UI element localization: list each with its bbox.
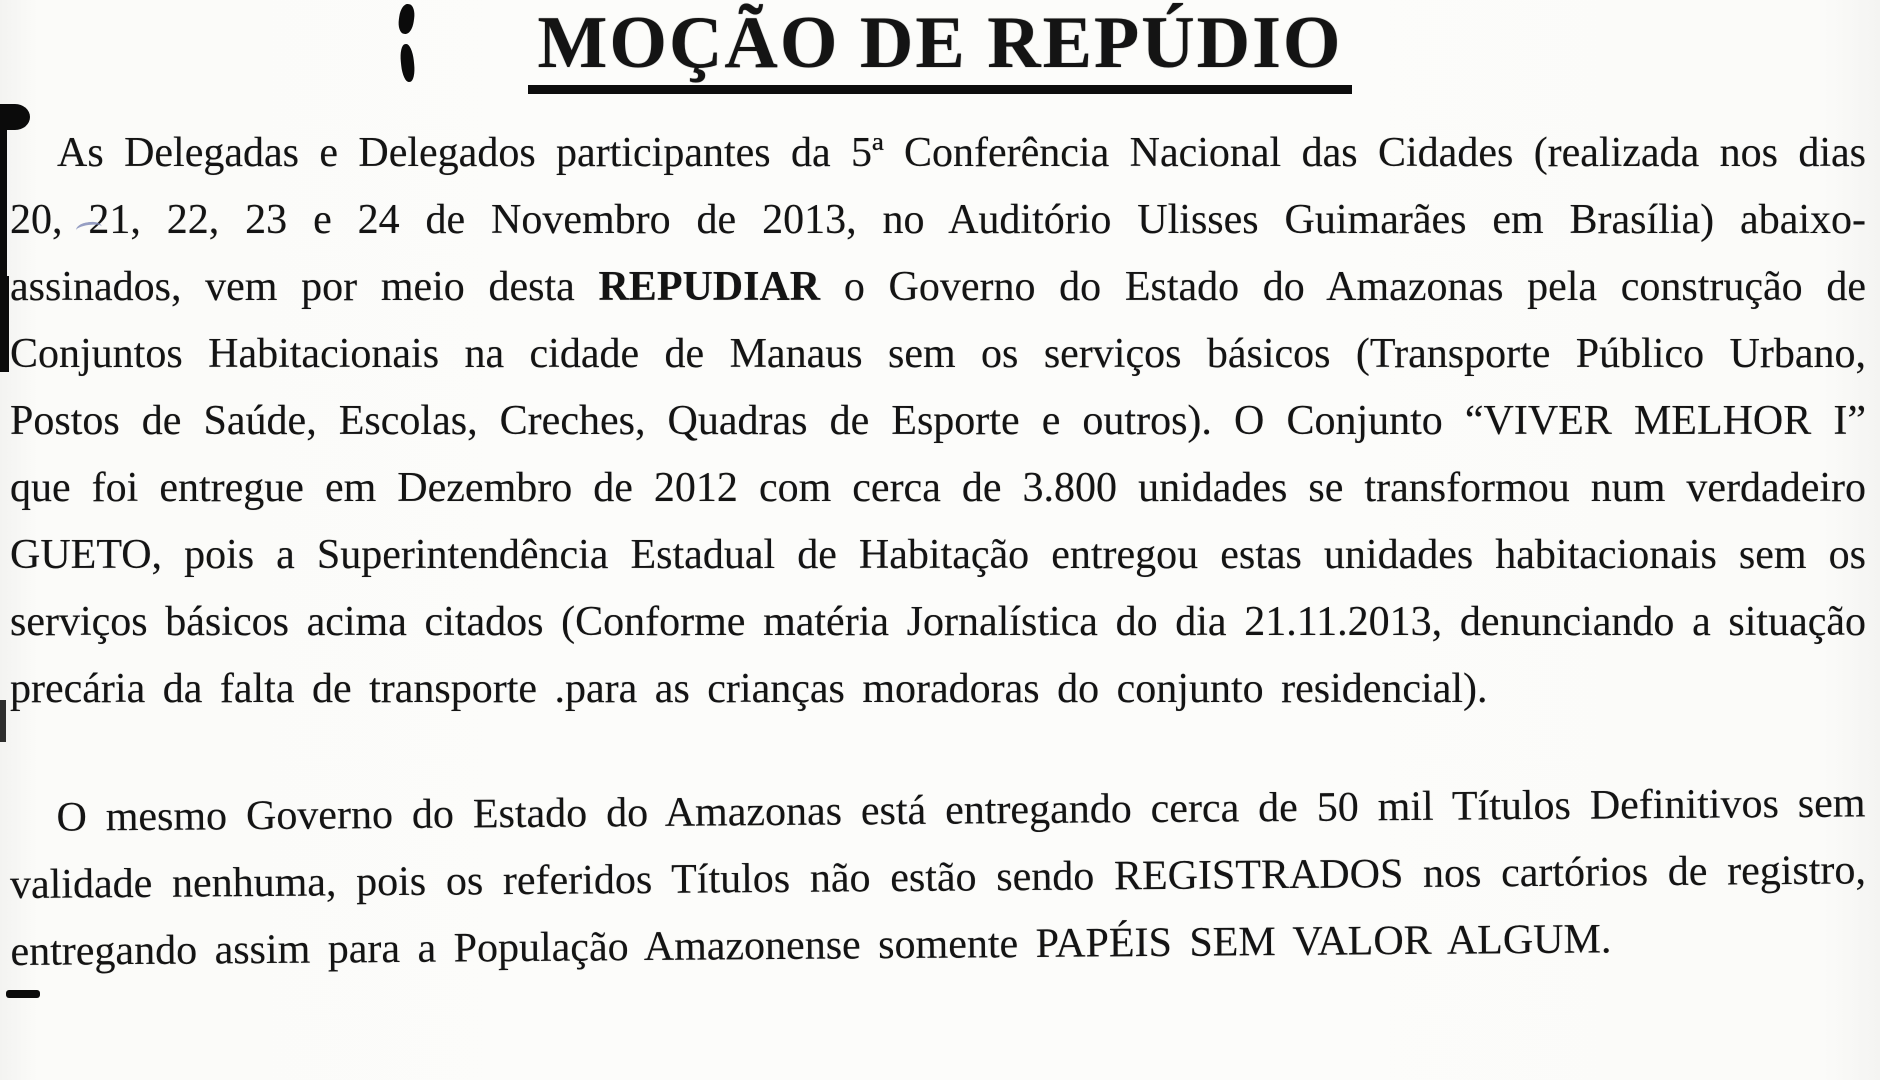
paragraph-text: O mesmo Governo do Estado do Amazonas está entregando cerca de 50 mil Títulos Definitivos sem validade nenhuma, pois os referidos Títulos não estão sendo REGISTRADOS nos cartórios de registro, entregando assim para a População Amazonense somente PAPÉIS SEM VALOR ALGUM. <box>9 780 1867 975</box>
document-body <box>10 120 1866 986</box>
emphasis-bold-text: REPUDIAR <box>598 263 821 310</box>
scan-artifact-left-edge <box>0 126 7 278</box>
paragraph-text: o Governo do Estado do Amazonas pela construção de Conjuntos Habitacionais na cidade de Manaus sem os serviços básicos (Transporte Público Urbano, Postos de Saúde, Escolas, Creches, Quadras de Esporte e outros). O Conjunto “VIVER MELHOR I” que foi entregue em Dezembro de 2012 com cerca de 3.800 unidades se transformou num verdadeiro GUETO, pois a Superintendência Estadual de Habitação entregou estas unidades habitacionais sem os serviços básicos acima citados (Conforme matéria Jornalística do dia 21.11.2013, denunciando a situação precária da falta de transporte .para as crianças moradoras do conjunto residencial). <box>10 263 1866 712</box>
paragraph <box>9 770 1867 986</box>
scan-artifact-bottom-dash <box>6 990 40 998</box>
scan-artifact-left-edge <box>0 700 6 742</box>
document-title: MOÇÃO DE REPÚDIO <box>528 4 1353 94</box>
title-row <box>0 4 1880 94</box>
paragraph-text: As Delegadas e Delegados participantes da 5ª Conferência Nacional das Cidades (realizada nos dias 20, 21, 22, 23 e 24 de Novembro de 2013, no Auditório Ulisses Guimarães em Brasília) abaixo-assinados, vem por meio desta <box>10 129 1866 310</box>
scan-artifact-left-edge <box>0 276 9 372</box>
paragraph <box>10 120 1866 723</box>
